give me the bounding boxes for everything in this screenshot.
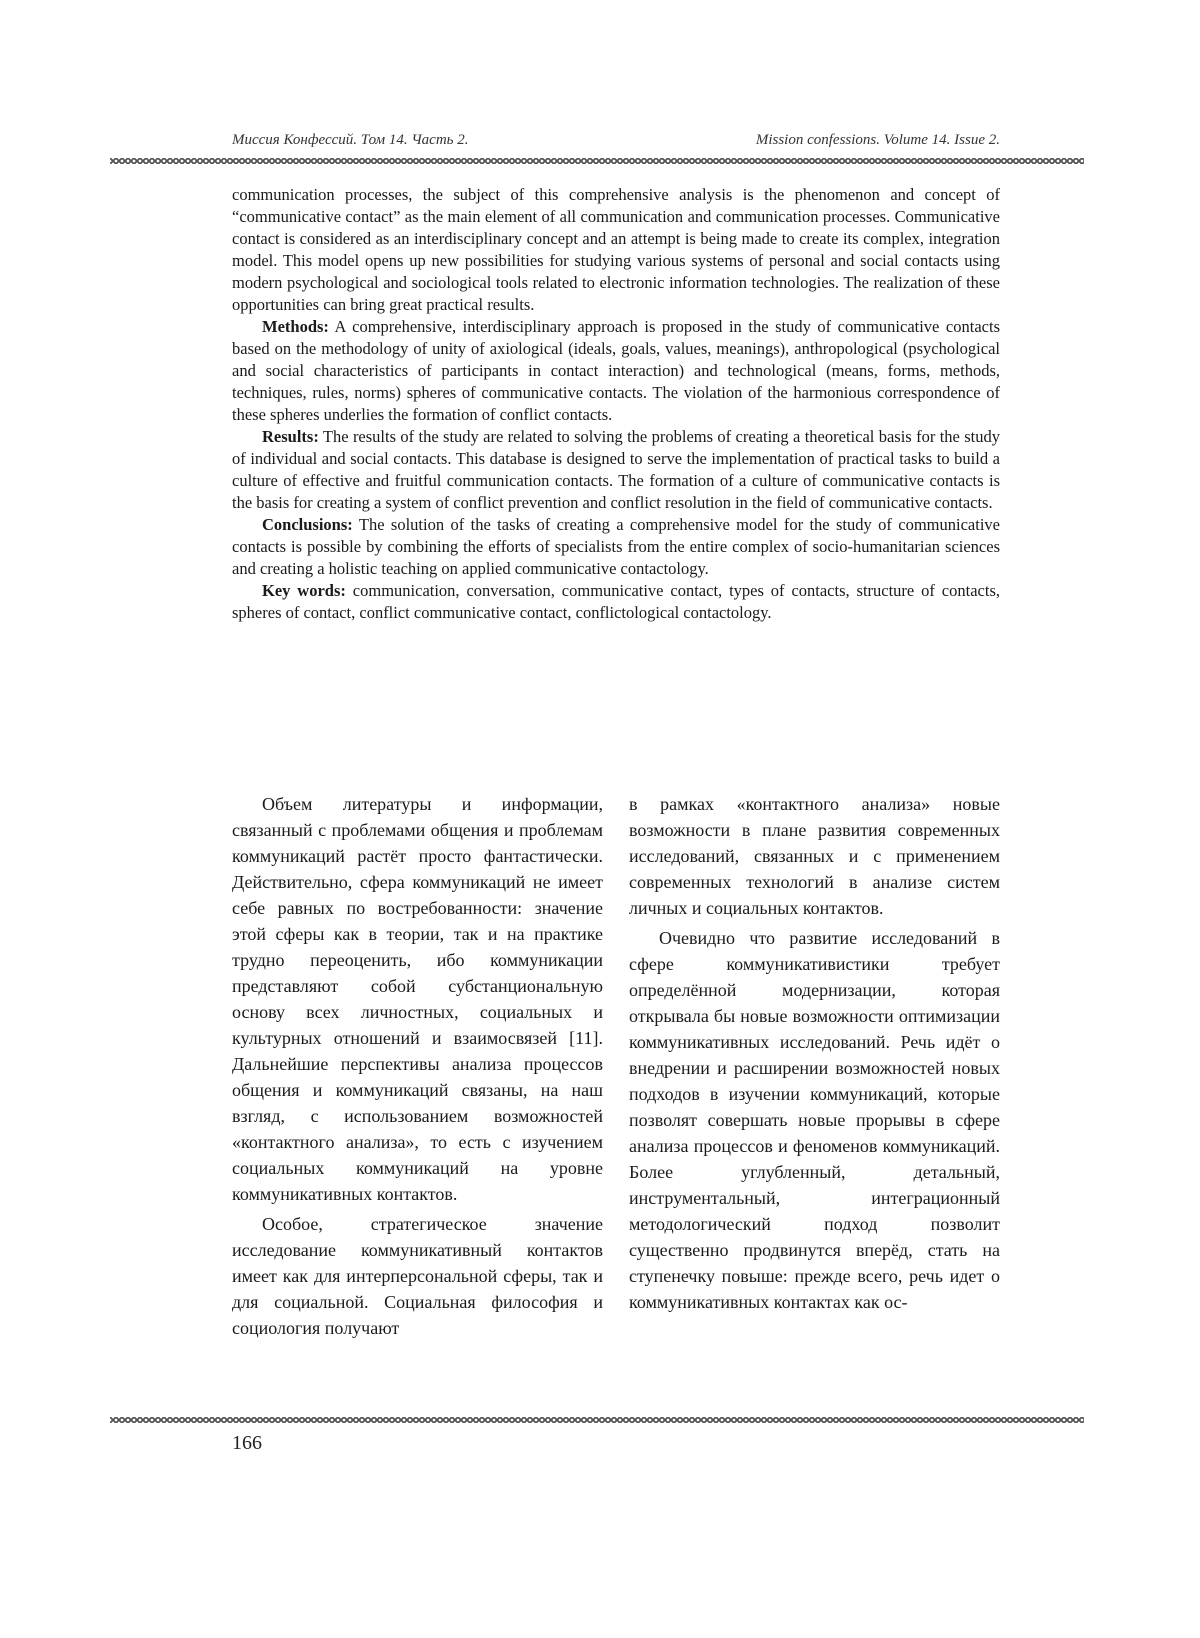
abstract-methods bbox=[232, 316, 1000, 426]
keywords-text: communication, conversation, communicative contact, types of contacts, structure of contacts, spheres of contact, conflict communicative contact, conflictological contactology. bbox=[232, 581, 1000, 622]
abstract-results bbox=[232, 426, 1000, 514]
abstract-conclusions bbox=[232, 514, 1000, 580]
keywords-label: Key words: bbox=[262, 581, 346, 600]
body-paragraph-1: Объем литературы и информации, связанный с проблемами общения и проблемам коммуникаций растёт просто фантастически. Действительно, сфера коммуникаций не имеет себе равных по востребованности: значение этой сферы как в теории, так и на практике трудно переоценить, ибо коммуникации представляют собой субстанциональную основу всех личностных, социальных и культурных отношений и взаимосвязей [11]. Дальнейшие перспективы анализа процессов общения и коммуникаций связаны, на наш взгляд, с использованием возможностей «контактного анализа», то есть с изучением социальных коммуникаций на уровне коммуникативных контактов. bbox=[232, 794, 603, 1204]
page-number: 166 bbox=[232, 1432, 262, 1454]
running-head-left: Миссия Конфессий. Том 14. Часть 2. bbox=[232, 132, 469, 148]
conclusions-text: The solution of the tasks of creating a comprehensive model for the study of communicative contacts is possible by combining the efforts of specialists from the entire complex of socio-humanitarian sciences and creating a holistic teaching on applied communicative contactology. bbox=[232, 515, 1000, 578]
top-ornament-divider bbox=[110, 156, 1084, 166]
methods-text: A comprehensive, interdisciplinary approach is proposed in the study of communicative contacts based on the methodology of unity of axiological (ideals, goals, values, meanings), anthropological (psychological and social characteristics of participants in contact interaction) and technological (means, forms, methods, techniques, rules, norms) spheres of communicative contacts. The violation of the harmonious correspondence of these spheres underlies the formation of conflict contacts. bbox=[232, 317, 1000, 424]
methods-label: Methods: bbox=[262, 317, 329, 336]
conclusions-label: Conclusions: bbox=[262, 515, 353, 534]
bottom-ornament-divider bbox=[110, 1415, 1084, 1425]
body-paragraph-4: Очевидно что развитие исследований в сфере коммуникативистики требует определённой модернизации, которая открывала бы новые возможности оптимизации коммуникативных исследований. Речь идёт о внедрении и расширении возможностей новых подходов в изучении коммуникаций, которые позволят совершать новые прорывы в сфере анализа процессов и феноменов коммуникаций. Более углубленный, детальный, инструментальный, интеграционный методологический подход позволит существенно продвинутся вперёд, стать на ступенечку повыше: прежде всего, речь идет о коммуникативных контактах как ос- bbox=[629, 928, 1000, 1312]
body-paragraph-2: Особое, стратегическое значение исследование коммуникативный контактов имеет как для интерперсональной сферы, так и для социальной. Социальная философия и социология получают bbox=[232, 1214, 603, 1338]
body-paragraph-3: в рамках «контактного анализа» новые возможности в плане развития современных исследований, связанных и с применением современных технологий в анализе систем личных и социальных контактов. bbox=[629, 794, 1000, 918]
abstract-intro: communication processes, the subject of this comprehensive analysis is the phenomenon and concept of “communicative contact” as the main element of all communication and communication processes. Communicative contact is considered as an interdisciplinary concept and an attempt is being made to create its complex, integration model. This model opens up new possibilities for studying various systems of personal and social contacts using modern psychological and sociological tools related to electronic information technologies. The realization of these opportunities can bring great practical results. bbox=[232, 185, 1000, 314]
abstract-keywords bbox=[232, 580, 1000, 624]
results-text: The results of the study are related to solving the problems of creating a theoretical basis for the study of individual and social contacts. This database is designed to serve the implementation of practical tasks to build a culture of effective and fruitful communication contacts. The formation of a culture of communicative contacts is the basis for creating a system of conflict prevention and conflict resolution in the field of communicative contacts. bbox=[232, 427, 1000, 512]
article-body bbox=[232, 791, 1000, 1391]
abstract bbox=[232, 184, 1000, 624]
running-head-right: Mission confessions. Volume 14. Issue 2. bbox=[755, 132, 1000, 148]
results-label: Results: bbox=[262, 427, 319, 446]
running-head bbox=[232, 132, 1000, 154]
